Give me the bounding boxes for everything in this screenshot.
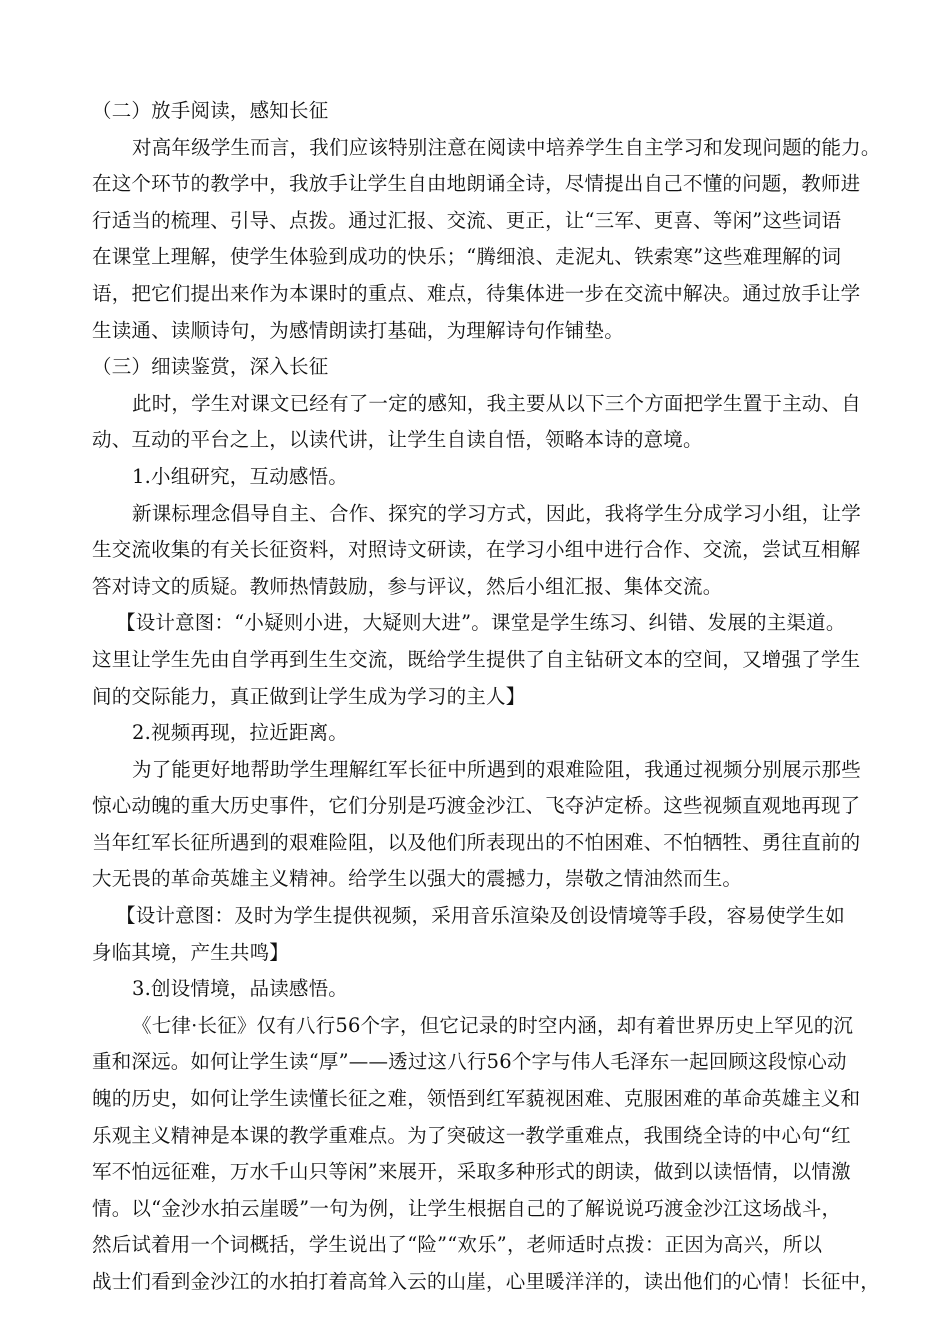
paragraph-line: 对高年级学生而言，我们应该特别注意在阅读中培养学生自主学习和发现问题的能力。	[132, 135, 881, 159]
paragraph-line: 重和深远。如何让学生读“厚”——透过这八行56个字与伟人毛泽东一起回顾这段惊心动	[92, 1050, 847, 1074]
paragraph-line: 此时，学生对课文已经有了一定的感知，我主要从以下三个方面把学生置于主动、自	[132, 391, 861, 415]
subsection-heading: 1.小组研究，互动感悟。	[132, 464, 349, 488]
section-heading: （三）细读鉴赏，深入长征	[92, 355, 329, 379]
paragraph-line: 军不怕远征难，万水千山只等闲”来展开，采取多种形式的朗读，做到以读悟情，以情激	[92, 1160, 851, 1184]
document-body	[92, 93, 881, 1301]
paragraph-line: 新课标理念倡导自主、合作、探究的学习方式，因此，我将学生分成学习小组，让学	[132, 501, 861, 525]
paragraph-line: 魄的历史，如何让学生读懂长征之难，领悟到红军藐视困难、克服困难的革命英雄主义和	[92, 1087, 861, 1111]
paragraph-line: 惊心动魄的重大历史事件，它们分别是巧渡金沙江、飞夺泸定桥。这些视频直观地再现了	[92, 794, 861, 818]
subsection-heading: 3.创设情境，品读感悟。	[132, 977, 349, 1001]
paragraph-line: 语，把它们提出来作为本课时的重点、难点，待集体进一步在交流中解决。通过放手让学	[92, 281, 861, 305]
design-intent-line: 身临其境，产生共鸣】	[92, 940, 290, 964]
paragraph-line: 大无畏的革命英雄主义精神。给学生以强大的震撼力，崇敬之情油然而生。	[92, 867, 743, 891]
paragraph-line: 在这个环节的教学中，我放手让学生自由地朗诵全诗，尽情提出自己不懂的问题，教师进	[92, 172, 861, 196]
design-intent-line: 这里让学生先由自学再到生生交流，既给学生提供了自主钻研文本的空间，又增强了学生	[92, 647, 861, 671]
paragraph-line: 行适当的梳理、引导、点拨。通过汇报、交流、更正，让“三军、更喜、等闲”这些词语	[92, 208, 842, 232]
paragraph-line: 乐观主义精神是本课的教学重难点。为了突破这一教学重难点，我围绕全诗的中心句“红	[92, 1123, 851, 1147]
section-heading: （二）放手阅读，感知长征	[92, 99, 329, 122]
paragraph-line: 《七律·长征》仅有八行56个字，但它记录的时空内涵，却有着世界历史上罕见的沉	[132, 1013, 854, 1037]
paragraph-line: 答对诗文的质疑。教师热情鼓励，参与评议，然后小组汇报、集体交流。	[92, 574, 723, 598]
paragraph-line: 生交流收集的有关长征资料，对照诗文研读，在学习小组中进行合作、交流，尝试互相解	[92, 538, 861, 562]
design-intent-line: 【设计意图：及时为学生提供视频，采用音乐渲染及创设情境等手段，容易使学生如	[116, 904, 845, 928]
paragraph-line: 战士们看到金沙江的水拍打着高耸入云的山崖，心里暖洋洋的，读出他们的心情！长征中，	[92, 1270, 881, 1293]
subsection-heading: 2.视频再现，拉近距离。	[132, 721, 349, 745]
paragraph-line: 为了能更好地帮助学生理解红军长征中所遇到的艰难险阻，我通过视频分别展示那些	[132, 757, 861, 781]
paragraph-line: 在课堂上理解，使学生体验到成功的快乐；“腾细浪、走泥丸、铁索寒”这些难理解的词	[92, 245, 842, 269]
paragraph-line: 生读通、读顺诗句，为感情朗读打基础，为理解诗句作铺垫。	[92, 318, 624, 342]
paragraph-line: 然后试着用一个词概括，学生说出了“险”“欢乐”，老师适时点拨：正因为高兴，所以	[92, 1233, 823, 1257]
paragraph-line: 动、互动的平台之上，以读代讲，让学生自读自悟，领略本诗的意境。	[92, 428, 703, 452]
paragraph-line: 情。以“金沙水拍云崖暖”一句为例，让学生根据自己的了解说说巧渡金沙江这场战斗，	[92, 1196, 842, 1220]
design-intent-line: 间的交际能力，真正做到让学生成为学习的主人】	[92, 684, 526, 708]
design-intent-line: 【设计意图：“小疑则小进，大疑则大进”。课堂是学生练习、纠错、发展的主渠道。	[116, 611, 846, 635]
paragraph-line: 当年红军长征所遇到的艰难险阻，以及他们所表现出的不怕困难、不怕牺牲、勇往直前的	[92, 830, 861, 854]
